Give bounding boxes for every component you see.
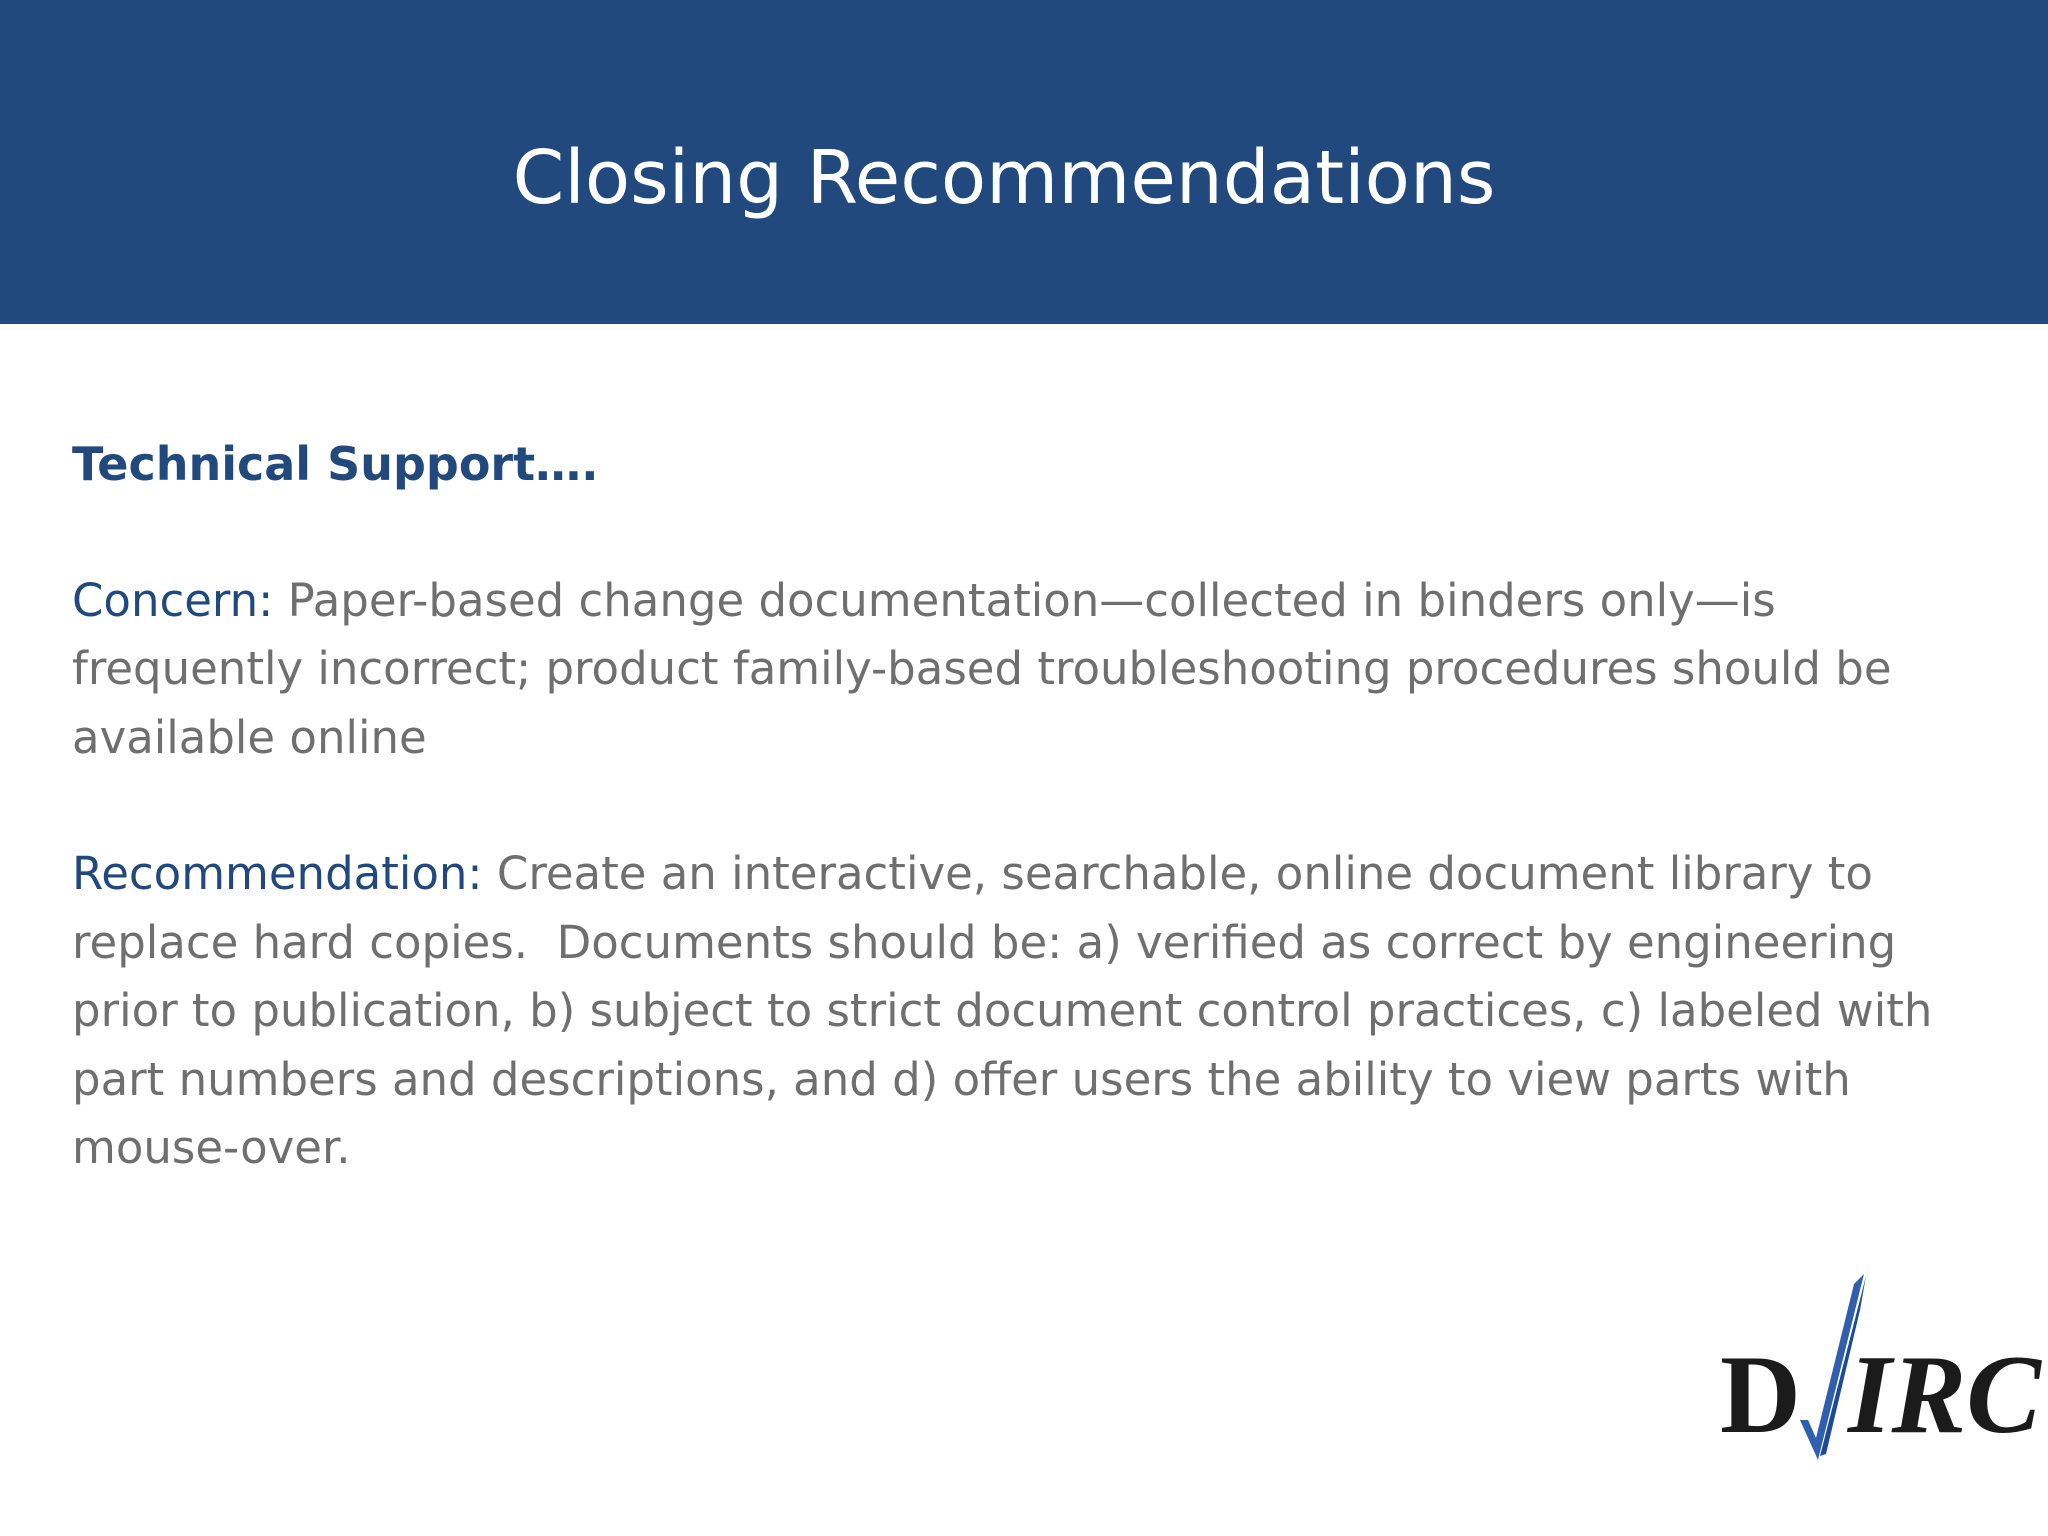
concern-paragraph [72,567,1982,773]
recommendation-label: Recommendation: [72,847,483,900]
section-heading: Technical Support…. [72,437,599,491]
svg-text:D: D [1720,1333,1801,1457]
recommendation-text: Create an interactive, searchable, online document library to replace hard copies. Documents should be: a) verified as correct by engineering prior to publication, b) subject to strict document control practices, c) labeled with part numbers and descriptions, and d) offer users the ability to view parts with mouse-over. [72,847,1947,1174]
concern-label: Concern: [72,573,274,627]
dvirc-logo-icon-svg [1720,1270,2041,1460]
header-band [0,0,2048,324]
dvirc-logo-icon [1720,1270,2041,1460]
slide-title: Closing Recommendations [512,135,1496,221]
concern-text: Paper-based change documentation—collected in binders only—is frequently incorrect; product family-based troubleshooting procedures should be available online [72,573,1906,764]
recommendation-paragraph [72,840,1982,1183]
slide-content [72,430,1982,1251]
svg-text:IRC: IRC [1848,1333,2041,1457]
